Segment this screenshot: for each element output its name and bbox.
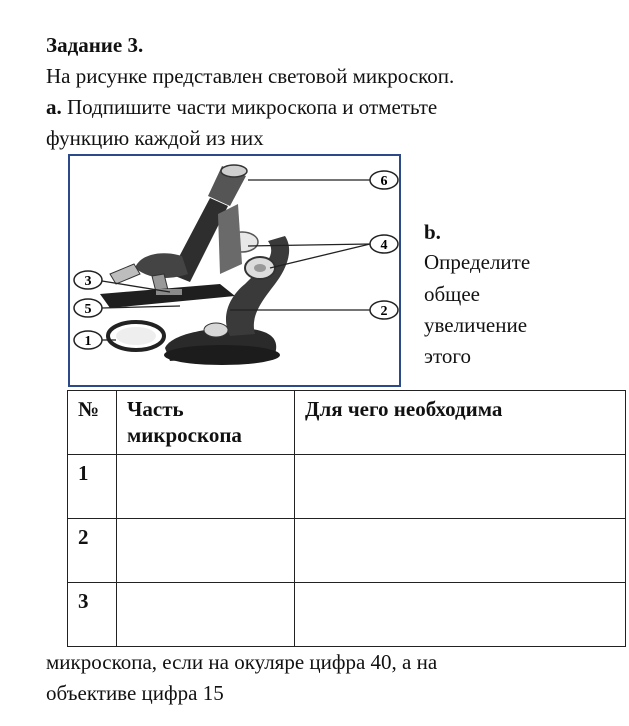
row-number: 2 xyxy=(68,519,117,583)
part-b-line-1: Определите xyxy=(424,250,531,274)
part-b-line-3: увеличение xyxy=(424,313,528,337)
part-b-line-4: этого xyxy=(424,344,472,368)
callout-1-label: 1 xyxy=(84,334,92,349)
row-number: 3 xyxy=(68,583,117,647)
callout-4-label: 4 xyxy=(380,238,388,253)
part-a-line-1 xyxy=(46,94,437,120)
answers-table xyxy=(67,390,626,647)
table-header-row xyxy=(68,391,626,455)
task-intro: На рисунке представлен световой микроскоп. xyxy=(46,64,455,88)
part-a-text-1: Подпишите части микроскопа и отметьте xyxy=(61,95,438,119)
header-part xyxy=(117,391,295,455)
part-cell[interactable] xyxy=(117,519,295,583)
task-title: Задание 3. xyxy=(46,33,144,57)
header-part-line-1: Часть xyxy=(127,397,184,421)
part-cell[interactable] xyxy=(117,455,295,519)
table-row xyxy=(68,583,626,647)
microscope-figure xyxy=(68,154,401,387)
continuation-line-1: микроскопа, если на окуляре цифра 40, а на xyxy=(46,650,438,674)
header-number: № xyxy=(68,391,117,455)
header-part-line-2: микроскопа xyxy=(127,423,242,447)
callout-3-label: 3 xyxy=(84,274,92,289)
callout-6-label: 6 xyxy=(380,174,388,189)
callout-2-label: 2 xyxy=(380,304,388,319)
purpose-cell[interactable] xyxy=(295,583,626,647)
part-a-label: a. xyxy=(46,95,62,119)
header-purpose: Для чего необходима xyxy=(295,391,626,455)
table-row xyxy=(68,455,626,519)
purpose-cell[interactable] xyxy=(295,455,626,519)
purpose-cell[interactable] xyxy=(295,519,626,583)
row-number: 1 xyxy=(68,455,117,519)
continuation-line-2: объективе цифра 15 xyxy=(46,681,224,705)
microscope-illustration xyxy=(70,156,399,385)
part-a-line-2: функцию каждой из них xyxy=(46,126,264,150)
part-b-label: b. xyxy=(424,220,441,244)
callout-5-label: 5 xyxy=(84,302,92,317)
table-row xyxy=(68,519,626,583)
part-b-line-2: общее xyxy=(424,282,480,306)
part-cell[interactable] xyxy=(117,583,295,647)
